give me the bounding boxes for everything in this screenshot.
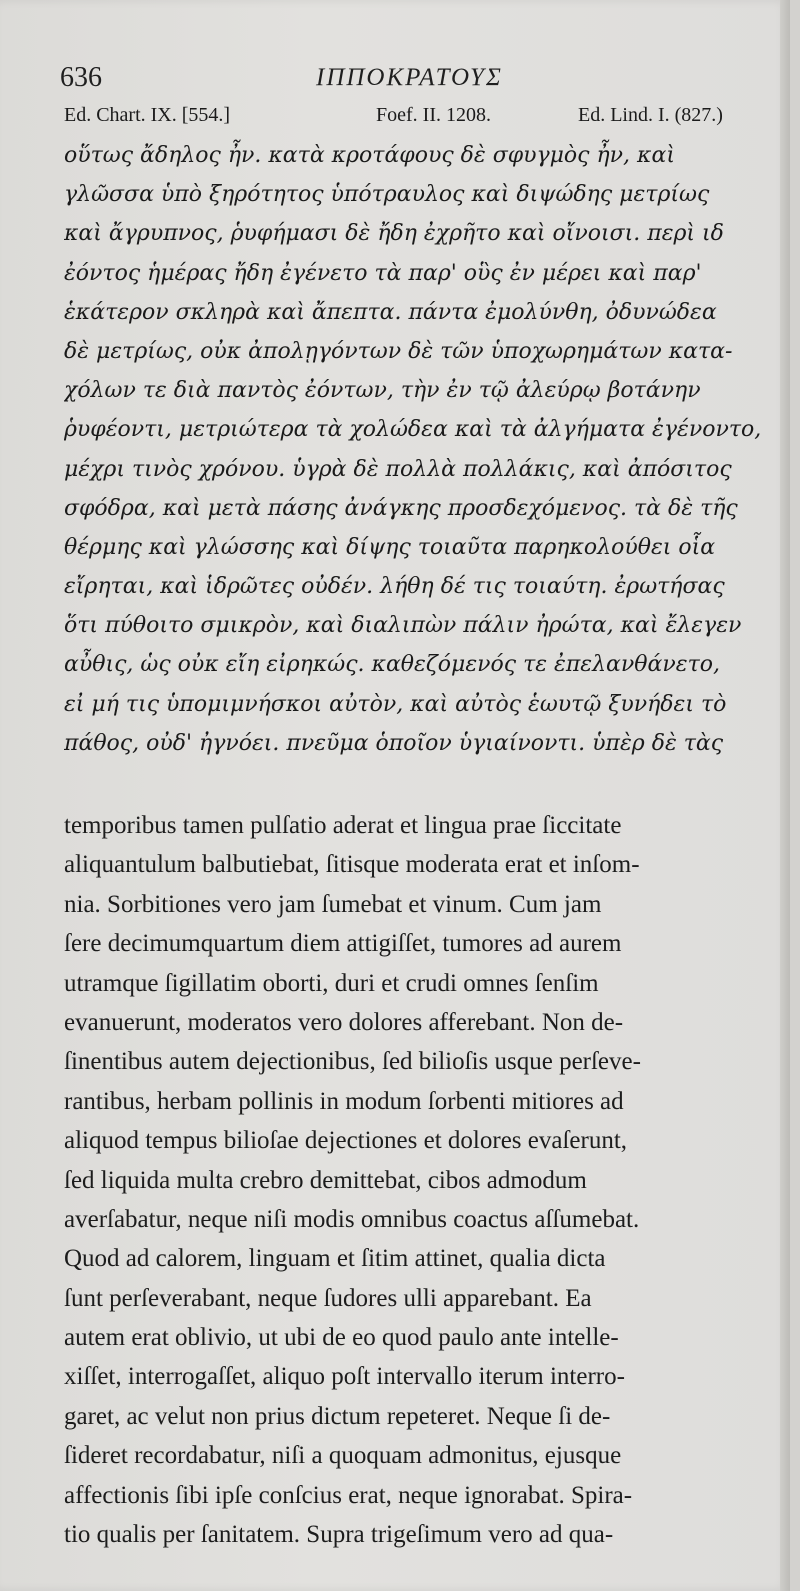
latin-line: ſere decimumquartum diem attigiſſet, tumores ad aurem	[64, 930, 622, 958]
greek-line: αὖθις, ὡς οὐκ εἴη εἰρηκώς. καθεζόμενός τε ἐπελανθάνετο,	[64, 652, 720, 678]
latin-line: utramque ſigillatim oborti, duri et crudi omnes ſenſim	[64, 969, 599, 997]
latin-line: Quod ad calorem, linguam et ſitim attinet, qualia dicta	[64, 1245, 606, 1273]
greek-line: ἐόντος ἡμέρας ἤδη ἐγένετο τὰ παρ' οὓς ἐν μέρει καὶ παρ'	[64, 260, 702, 286]
greek-line: ῥυφέοντι, μετριώτερα τὰ χολώδεα καὶ τὰ ἀλγήματα ἐγένοντο,	[64, 417, 762, 443]
latin-line: aliquod tempus bilioſae dejectiones et dolores evaſerunt,	[64, 1127, 628, 1155]
greek-line: θέρμης καὶ γλώσσης καὶ δίψης τοιαῦτα παρηκολούθει οἷα	[64, 534, 716, 560]
latin-line: ſed liquida multa crebro demittebat, cibos admodum	[64, 1166, 587, 1194]
latin-line: autem erat oblivio, ut ubi de eo quod paulo ante intelle-	[64, 1324, 619, 1352]
running-title: ΙΠΠΟΚΡΑΤΟΥΣ	[316, 64, 503, 91]
page-number: 636	[60, 62, 102, 93]
latin-line: nia. Sorbitiones vero jam ſumebat et vinum. Cum jam	[64, 890, 602, 918]
greek-line: οὕτως ἄδηλος ἦν. κατὰ κροτάφους δὲ σφυγμὸς ἦν, καὶ	[64, 143, 675, 168]
latin-line: evanuerunt, moderatos vero dolores afferebant. Non de-	[64, 1008, 624, 1036]
edition-chart-ref: Ed. Chart. IX. [554.]	[64, 104, 231, 126]
latin-line: ſunt perſeverabant, neque ſudores ulli apparebant. Ea	[64, 1284, 592, 1312]
latin-line: temporibus tamen pulſatio aderat et lingua prae ſiccitate	[64, 812, 622, 839]
greek-line: καὶ ἄγρυπνος, ῥυφήμασι δὲ ἤδη ἐχρῆτο καὶ οἴνοισι. περὶ ιδ	[64, 221, 724, 247]
greek-line: πάθος, οὐδ' ἠγνόει. πνεῦμα ὁποῖον ὑγιαίνοντι. ὑπὲρ δὲ τὰς	[64, 730, 724, 756]
greek-line: ἑκάτερον σκληρὰ καὶ ἄπεπτα. πάντα ἐμολύνθη, ὀδυνώδεα	[64, 299, 717, 325]
latin-line: averſabatur, neque niſi modis omnibus coactus aſſumebat.	[64, 1205, 640, 1233]
latin-line: ſinentibus autem dejectionibus, ſed bilioſis usque perſeve-	[64, 1048, 641, 1076]
greek-line: εἴρηται, καὶ ἱδρῶτες οὐδέν. λήθη δέ τις τοιαύτη. ἐρωτήσας	[64, 574, 725, 600]
greek-line: ὅτι πύθοιτο σμικρὸν, καὶ διαλιπὼν πάλιν ἠρώτα, καὶ ἔλεγεν	[64, 613, 742, 639]
latin-line: tio qualis per ſanitatem. Supra trigeſimum vero ad qua-	[64, 1521, 614, 1549]
latin-line: rantibus, herbam pollinis in modum ſorbenti mitiores ad	[64, 1087, 624, 1115]
greek-line: σφόδρα, καὶ μετὰ πάσης ἀνάγκης προσδεχόμενος. τὰ δὲ τῆς	[64, 495, 738, 521]
latin-line: aliquantulum balbutiebat, ſitisque moderata erat et inſom-	[64, 851, 640, 879]
edition-reference-line	[64, 104, 784, 134]
greek-line: μέχρι τινὸς χρόνου. ὑγρὰ δὲ πολλὰ πολλάκις, καὶ ἀπόσιτος	[64, 456, 732, 482]
latin-line: xiſſet, interrogaſſet, aliquo poſt intervallo iterum interro-	[64, 1363, 625, 1391]
page-header	[60, 62, 760, 102]
greek-line: εἰ μή τις ὑπομιμνήσκοι αὐτὸν, καὶ αὐτὸς ἑωυτῷ ξυνήδει τὸ	[64, 691, 727, 717]
latin-line: ſideret recordabatur, niſi a quoquam admonitus, ejusque	[64, 1442, 622, 1470]
edition-foes-ref: Foef. II. 1208.	[376, 104, 491, 126]
greek-line: χόλων τε διὰ παντὸς ἐόντων, τὴν ἐν τῷ ἀλεύρῳ βοτάνην	[64, 378, 701, 404]
latin-text-block	[64, 806, 790, 1554]
latin-line: affectionis ſibi ipſe conſcius erat, neque ignorabat. Spira-	[64, 1481, 633, 1509]
greek-line: δὲ μετρίως, οὐκ ἀπολῃγόντων δὲ τῶν ὑποχωρημάτων κατα-	[64, 338, 733, 364]
edition-lind-ref: Ed. Lind. I. (827.)	[578, 104, 723, 126]
greek-text-block	[64, 136, 790, 763]
greek-line: γλῶσσα ὑπὸ ξηρότητος ὑπότραυλος καὶ διψώδης μετρίως	[64, 182, 710, 208]
latin-line: garet, ac velut non prius dictum repeteret. Neque ſi de-	[64, 1402, 611, 1430]
